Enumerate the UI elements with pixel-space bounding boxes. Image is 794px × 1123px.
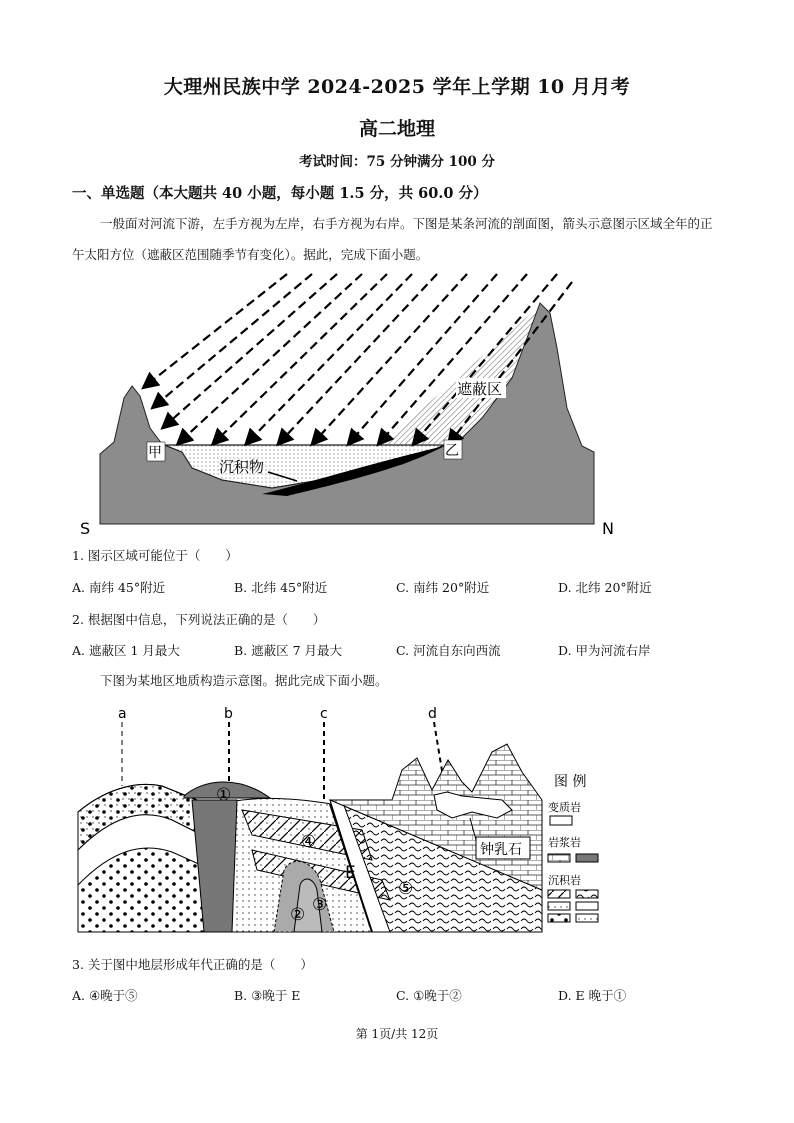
q1-option-d[interactable]: D. 北纬 20°附近 xyxy=(558,580,652,595)
q3-option-c[interactable]: C. ①晚于② xyxy=(396,988,462,1003)
q3-option-b[interactable]: B. ③晚于 E xyxy=(234,988,301,1003)
legend-magmatic: 岩浆岩 xyxy=(548,836,581,849)
question-1-stem: 1. 图示区域可能位于（ ） xyxy=(72,548,238,563)
q2-option-c[interactable]: C. 河流自东向西流 xyxy=(396,643,501,658)
geologic-structure-figure xyxy=(72,700,612,940)
q2-option-d[interactable]: D. 甲为河流右岸 xyxy=(558,643,651,658)
q1-option-c[interactable]: C. 南纬 20°附近 xyxy=(396,580,490,595)
label-3: ③ xyxy=(312,895,328,915)
legend-sedimentary: 沉积岩 xyxy=(548,874,581,887)
q3-option-a[interactable]: A. ④晚于⑤ xyxy=(72,988,138,1003)
label-4: ④ xyxy=(301,832,317,852)
q3-option-d[interactable]: D. E 晚于① xyxy=(558,988,627,1003)
exam-info: 考试时间：75 分钟满分 100 分 xyxy=(298,154,496,170)
label-2: ② xyxy=(290,905,306,925)
q1-option-b[interactable]: B. 北纬 45°附近 xyxy=(234,580,328,595)
question-2-stem: 2. 根据图中信息，下列说法正确的是（ ） xyxy=(72,612,326,627)
label-1: ① xyxy=(216,785,232,805)
label-jia: 甲 xyxy=(148,445,162,461)
q2-option-a[interactable]: A. 遮蔽区 1 月最大 xyxy=(72,643,180,658)
label-n: N xyxy=(602,519,614,538)
label-b: b xyxy=(224,706,233,722)
label-e: E xyxy=(345,863,356,883)
intro-paragraph-1: 一般面对河流下游，左手方视为左岸，右手方视为右岸。下图是某条河流的剖面图，箭头示意图示区域全年的正午太阳方位（遮蔽区范围随季节有变化）。据此，完成下面小题。 xyxy=(72,216,713,262)
q1-option-a[interactable]: A. 南纬 45°附近 xyxy=(72,580,166,595)
legend-title: 图 例 xyxy=(554,774,587,790)
label-sediment: 沉积物 xyxy=(219,458,265,476)
school-title: 大理州民族中学 2024-2025 学年上学期 10 月月考 xyxy=(163,76,631,98)
label-a: a xyxy=(118,706,127,722)
label-yi: 乙 xyxy=(445,443,459,459)
label-c: c xyxy=(320,706,328,722)
page-footer: 第 1页/共 12页 xyxy=(355,1027,439,1041)
question-3-stem: 3. 关于图中地层形成年代正确的是（ ） xyxy=(72,957,313,972)
q2-option-b[interactable]: B. 遮蔽区 7 月最大 xyxy=(234,643,343,658)
label-d: d xyxy=(428,706,437,722)
river-cross-section-figure xyxy=(72,268,632,540)
legend-metamorphic: 变质岩 xyxy=(548,801,581,814)
label-shadow-zone: 遮蔽区 xyxy=(457,380,503,398)
subject-title: 高二地理 xyxy=(358,118,435,140)
label-5: ⑤ xyxy=(398,879,414,899)
label-s: S xyxy=(80,519,91,538)
section-heading: 一、单选题（本大题共 40 小题，每小题 1.5 分，共 60.0 分） xyxy=(72,185,488,202)
label-stalactite: 钟乳石 xyxy=(480,842,522,858)
intro-paragraph-2: 下图为某地区地质构造示意图。据此完成下面小题。 xyxy=(100,673,388,688)
